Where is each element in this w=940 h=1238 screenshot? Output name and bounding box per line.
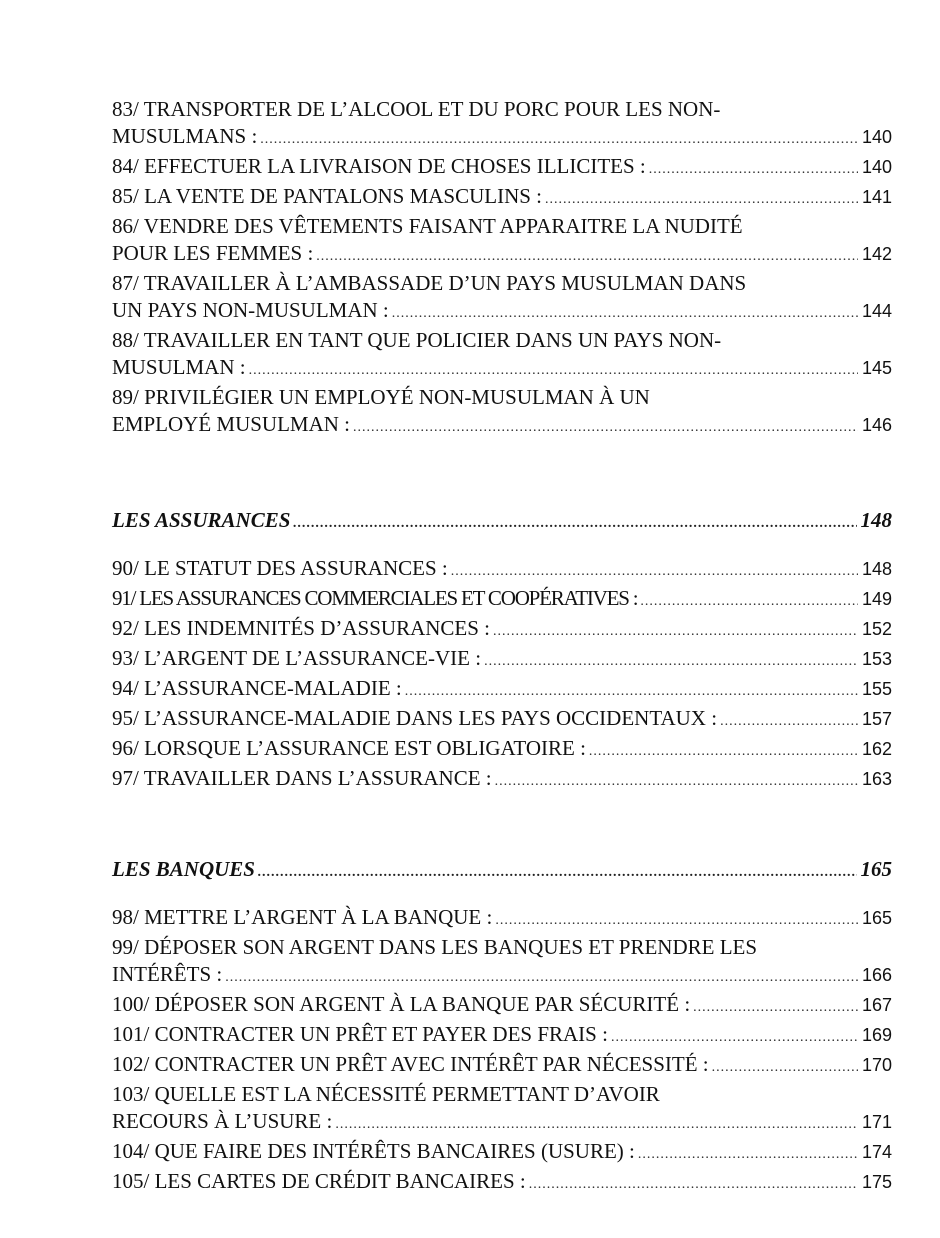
toc-page-number: 152 bbox=[861, 619, 892, 639]
dot-leader bbox=[712, 1054, 858, 1081]
dot-leader bbox=[335, 1111, 858, 1138]
toc-entry-text: POUR LES FEMMES : bbox=[112, 241, 314, 265]
dot-leader bbox=[720, 708, 858, 735]
toc-page-number: 144 bbox=[861, 301, 892, 321]
toc-entry-text: 88/ TRAVAILLER EN TANT QUE POLICIER DANS UN PAYS NON- bbox=[112, 328, 722, 352]
toc-entry-89 bbox=[112, 384, 892, 441]
section-page-number: 148 bbox=[860, 508, 892, 532]
toc-entry-text: 94/ L’ASSURANCE-MALADIE : bbox=[112, 676, 402, 700]
toc-page-number: 140 bbox=[861, 157, 892, 177]
dot-leader bbox=[484, 648, 858, 675]
toc-entry-last-line bbox=[112, 705, 892, 735]
toc-entry-84 bbox=[112, 153, 892, 183]
dot-leader bbox=[392, 300, 858, 327]
toc-page-number: 157 bbox=[861, 709, 892, 729]
toc-entry-text: UN PAYS NON-MUSULMAN : bbox=[112, 298, 389, 322]
toc-entry-last-line bbox=[112, 1138, 892, 1168]
toc-entry-first-line bbox=[112, 934, 892, 961]
toc-entry-last-line bbox=[112, 1168, 892, 1198]
toc-entry-last-line bbox=[112, 1051, 892, 1081]
toc-entry-text: 95/ L’ASSURANCE-MALADIE DANS LES PAYS OCCIDENTAUX : bbox=[112, 706, 718, 730]
toc-page-number: 171 bbox=[861, 1112, 892, 1132]
dot-leader bbox=[316, 243, 858, 270]
toc-entry-104 bbox=[112, 1138, 892, 1168]
toc-page-number: 162 bbox=[861, 739, 892, 759]
toc-entry-last-line bbox=[112, 354, 892, 384]
toc-entry-last-line bbox=[112, 1021, 892, 1051]
dot-leader bbox=[693, 994, 858, 1021]
toc-entry-96 bbox=[112, 735, 892, 765]
toc-entry-83 bbox=[112, 96, 892, 153]
toc-page-number: 155 bbox=[861, 679, 892, 699]
toc-page-number: 170 bbox=[861, 1055, 892, 1075]
toc-entry-105 bbox=[112, 1168, 892, 1198]
toc-entry-text: 91/ LES ASSURANCES COMMERCIALES ET COOPÉRATIVES : bbox=[112, 586, 638, 610]
dot-leader bbox=[258, 859, 857, 886]
section-spacer bbox=[112, 537, 892, 555]
dot-leader bbox=[293, 510, 856, 537]
toc-entry-first-line bbox=[112, 384, 892, 411]
dot-leader bbox=[640, 588, 858, 615]
toc-entry-94 bbox=[112, 675, 892, 705]
toc-entry-text: 93/ L’ARGENT DE L’ASSURANCE-VIE : bbox=[112, 646, 482, 670]
toc-entry-last-line bbox=[112, 123, 892, 153]
toc-entry-text: MUSULMANS : bbox=[112, 124, 258, 148]
toc-entry-97 bbox=[112, 765, 892, 795]
toc-page-number: 140 bbox=[861, 127, 892, 147]
toc-entry-text: MUSULMAN : bbox=[112, 355, 246, 379]
toc-entry-text: 89/ PRIVILÉGIER UN EMPLOYÉ NON-MUSULMAN À UN bbox=[112, 385, 650, 409]
toc-entry-85 bbox=[112, 183, 892, 213]
toc-entry-last-line bbox=[112, 297, 892, 327]
toc-page-number: 145 bbox=[861, 358, 892, 378]
toc-entry-92 bbox=[112, 615, 892, 645]
toc-page-number: 174 bbox=[861, 1142, 892, 1162]
section-spacer bbox=[112, 795, 892, 856]
section-heading-banques bbox=[112, 856, 892, 886]
toc-entry-first-line bbox=[112, 213, 892, 240]
dot-leader bbox=[495, 907, 858, 934]
toc-entry-86 bbox=[112, 213, 892, 270]
toc-entry-last-line bbox=[112, 411, 892, 441]
dot-leader bbox=[225, 964, 858, 991]
toc-entry-93 bbox=[112, 645, 892, 675]
toc-entry-first-line bbox=[112, 1081, 892, 1108]
toc-entry-95 bbox=[112, 705, 892, 735]
toc-entry-text: 99/ DÉPOSER SON ARGENT DANS LES BANQUES ET PRENDRE LES bbox=[112, 935, 758, 959]
toc-entry-first-line bbox=[112, 270, 892, 297]
toc-entry-last-line bbox=[112, 675, 892, 705]
toc-entry-text: RECOURS À L’USURE : bbox=[112, 1109, 333, 1133]
toc-entry-text: 97/ TRAVAILLER DANS L’ASSURANCE : bbox=[112, 766, 492, 790]
toc-entry-last-line bbox=[112, 645, 892, 675]
toc-entry-text: 92/ LES INDEMNITÉS D’ASSURANCES : bbox=[112, 616, 491, 640]
section-title: LES BANQUES bbox=[112, 857, 255, 881]
dot-leader bbox=[260, 126, 858, 153]
toc-entry-last-line bbox=[112, 585, 892, 615]
dot-leader bbox=[493, 618, 858, 645]
toc-entry-100 bbox=[112, 991, 892, 1021]
toc-entry-text: 103/ QUELLE EST LA NÉCESSITÉ PERMETTANT D’AVOIR bbox=[112, 1082, 660, 1106]
toc-page-number: 163 bbox=[861, 769, 892, 789]
toc-page-number: 153 bbox=[861, 649, 892, 669]
toc-page-number: 148 bbox=[861, 559, 892, 579]
toc-entry-99 bbox=[112, 934, 892, 991]
toc-entry-first-line bbox=[112, 327, 892, 354]
toc-entry-text: 105/ LES CARTES DE CRÉDIT BANCAIRES : bbox=[112, 1169, 526, 1193]
toc-entry-text: EMPLOYÉ MUSULMAN : bbox=[112, 412, 351, 436]
toc-entry-last-line bbox=[112, 765, 892, 795]
toc-entry-text: 86/ VENDRE DES VÊTEMENTS FAISANT APPARAITRE LA NUDITÉ bbox=[112, 214, 743, 238]
toc-entry-last-line bbox=[112, 153, 892, 183]
toc-entry-last-line bbox=[112, 904, 892, 934]
toc-page-number: 141 bbox=[861, 187, 892, 207]
toc-entry-88 bbox=[112, 327, 892, 384]
toc-entry-text: 84/ EFFECTUER LA LIVRAISON DE CHOSES ILLICITES : bbox=[112, 154, 646, 178]
section-spacer bbox=[112, 886, 892, 904]
dot-leader bbox=[495, 768, 858, 795]
toc-entry-98 bbox=[112, 904, 892, 934]
toc-entry-103 bbox=[112, 1081, 892, 1138]
toc-entry-text: 101/ CONTRACTER UN PRÊT ET PAYER DES FRAIS : bbox=[112, 1022, 608, 1046]
toc-entry-first-line bbox=[112, 96, 892, 123]
dot-leader bbox=[638, 1141, 858, 1168]
toc-entry-text: 90/ LE STATUT DES ASSURANCES : bbox=[112, 556, 448, 580]
toc-entry-last-line bbox=[112, 961, 892, 991]
dot-leader bbox=[545, 186, 858, 213]
dot-leader bbox=[249, 357, 858, 384]
toc-page-number: 175 bbox=[861, 1172, 892, 1192]
toc-entry-text: 85/ LA VENTE DE PANTALONS MASCULINS : bbox=[112, 184, 543, 208]
dot-leader bbox=[353, 414, 858, 441]
toc-entry-102 bbox=[112, 1051, 892, 1081]
toc-page-number: 167 bbox=[861, 995, 892, 1015]
toc-page-number: 142 bbox=[861, 244, 892, 264]
toc-entry-last-line bbox=[112, 555, 892, 585]
toc-entry-text: INTÉRÊTS : bbox=[112, 962, 223, 986]
toc-entry-last-line bbox=[112, 183, 892, 213]
toc-entry-91 bbox=[112, 585, 892, 615]
dot-leader bbox=[649, 156, 858, 183]
toc-entry-90 bbox=[112, 555, 892, 585]
table-of-contents bbox=[112, 96, 892, 1198]
section-page-number: 165 bbox=[860, 857, 892, 881]
dot-leader bbox=[611, 1024, 858, 1051]
dot-leader bbox=[589, 738, 858, 765]
dot-leader bbox=[405, 678, 858, 705]
toc-entry-last-line bbox=[112, 991, 892, 1021]
toc-page-number: 169 bbox=[861, 1025, 892, 1045]
toc-entry-last-line bbox=[112, 240, 892, 270]
toc-entry-87 bbox=[112, 270, 892, 327]
toc-entry-text: 102/ CONTRACTER UN PRÊT AVEC INTÉRÊT PAR NÉCESSITÉ : bbox=[112, 1052, 709, 1076]
section-title: LES ASSURANCES bbox=[112, 508, 291, 532]
toc-entry-text: 100/ DÉPOSER SON ARGENT À LA BANQUE PAR SÉCURITÉ : bbox=[112, 992, 691, 1016]
toc-entry-last-line bbox=[112, 735, 892, 765]
dot-leader bbox=[529, 1171, 858, 1198]
toc-page-number: 146 bbox=[861, 415, 892, 435]
toc-entry-text: 87/ TRAVAILLER À L’AMBASSADE D’UN PAYS MUSULMAN DANS bbox=[112, 271, 747, 295]
toc-entry-last-line bbox=[112, 615, 892, 645]
toc-entry-last-line bbox=[112, 1108, 892, 1138]
toc-entry-text: 98/ METTRE L’ARGENT À LA BANQUE : bbox=[112, 905, 493, 929]
section-spacer bbox=[112, 441, 892, 507]
section-heading-assurances bbox=[112, 507, 892, 537]
dot-leader bbox=[451, 558, 858, 585]
toc-page-number: 149 bbox=[861, 589, 892, 609]
toc-entry-text: 96/ LORSQUE L’ASSURANCE EST OBLIGATOIRE : bbox=[112, 736, 586, 760]
toc-entry-text: 104/ QUE FAIRE DES INTÉRÊTS BANCAIRES (USURE) : bbox=[112, 1139, 635, 1163]
toc-page-number: 165 bbox=[861, 908, 892, 928]
toc-entry-101 bbox=[112, 1021, 892, 1051]
toc-entry-text: 83/ TRANSPORTER DE L’ALCOOL ET DU PORC POUR LES NON- bbox=[112, 97, 721, 121]
toc-page-number: 166 bbox=[861, 965, 892, 985]
